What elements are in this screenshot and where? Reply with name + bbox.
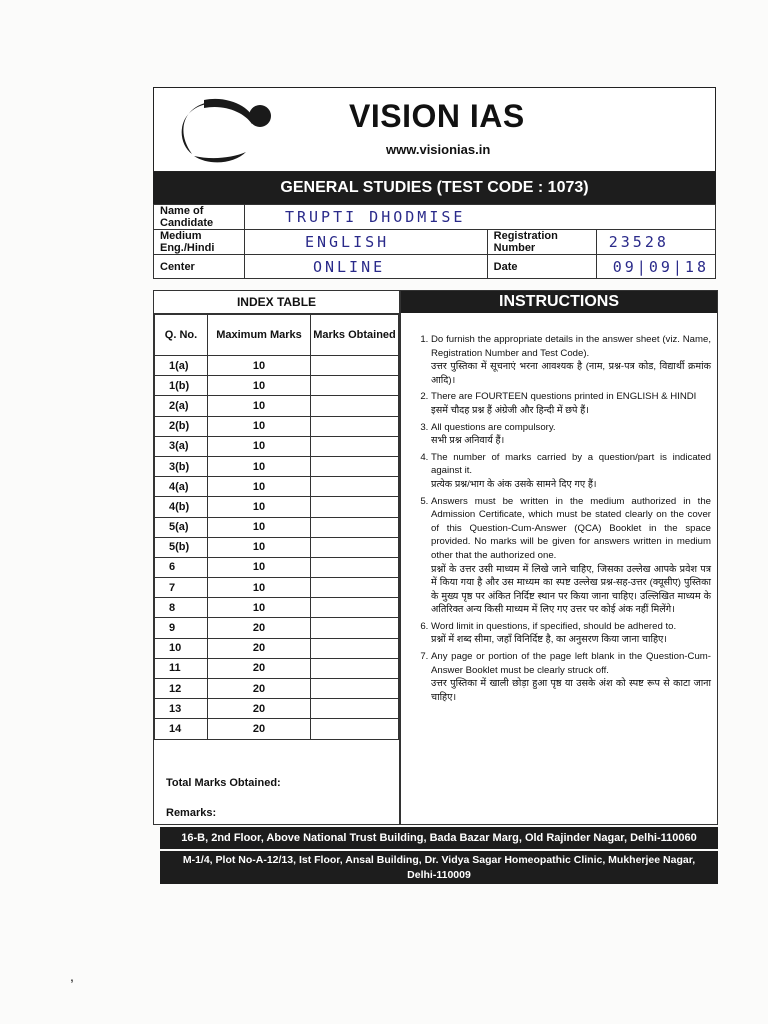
- question-number: 3(a): [155, 436, 208, 456]
- max-marks: 20: [208, 699, 311, 719]
- marks-obtained-cell[interactable]: [311, 376, 399, 396]
- table-row: [155, 557, 399, 577]
- header-block: [153, 87, 716, 172]
- table-row: [155, 679, 399, 699]
- instructions-list: [401, 333, 717, 704]
- index-table-title: INDEX TABLE: [154, 291, 399, 314]
- marks-obtained-cell[interactable]: [311, 456, 399, 476]
- instruction-item: [431, 421, 711, 448]
- website-url: www.visionias.in: [386, 142, 491, 157]
- instruction-hindi: प्रश्नों के उत्तर उसी माध्यम में लिखे जाने चाहिए, जिसका उल्लेख आपके प्रवेश पत्र में किया गया है और उस माध्यम का स्पष्ट उल्लेख प्रश्न-सह-उत्तर (क्यूसीए) पुस्तिका के मुख्य पृष्ठ पर अंकित निर्दिष्ट स्थान पर किया जाना चाहिए। उल्लिखित माध्यम के अतिरिक्त अन्य किसी माध्यम में लिए गए उत्तर पर कोई अंक नहीं मिलेंगे।: [431, 563, 711, 616]
- marks-obtained-cell[interactable]: [311, 396, 399, 416]
- question-number: 12: [155, 679, 208, 699]
- candidate-details-table: [153, 204, 716, 279]
- marks-obtained-cell[interactable]: [311, 679, 399, 699]
- col-header-max: Maximum Marks: [208, 315, 311, 356]
- table-row: [155, 456, 399, 476]
- max-marks: 10: [208, 356, 311, 376]
- marks-table: [154, 314, 399, 740]
- instruction-english: 5. Answers must be written in the medium authorized in the Admission Certificate, which must be stated clearly on the cover of this Question-Cum-Answer (QCA) Booklet in the space provided. No marks will be given for answers written in medium other that the authorized one.: [431, 495, 711, 561]
- instruction-hindi: उत्तर पुस्तिका में सूचनाएं भरना आवश्यक है (नाम, प्रश्न-पत्र कोड, विद्यार्थी क्रमांक आदि)।: [431, 361, 711, 386]
- date-value[interactable]: 09|09|18: [596, 255, 715, 279]
- table-row: [155, 517, 399, 537]
- table-row: [155, 436, 399, 456]
- question-number: 7: [155, 578, 208, 598]
- instruction-hindi: उत्तर पुस्तिका में खाली छोड़ा हुआ पृष्ठ या उसके अंश को स्पष्ट रूप से काटा जाना चाहिए।: [431, 678, 711, 703]
- table-row: [155, 356, 399, 376]
- instruction-hindi: सभी प्रश्न अनिवार्य हैं।: [431, 435, 505, 447]
- brand-title: VISION IAS: [349, 98, 525, 134]
- table-row: [155, 497, 399, 517]
- table-row: [155, 598, 399, 618]
- center-label: Center: [154, 255, 245, 279]
- medium-value[interactable]: ENGLISH: [244, 230, 487, 255]
- table-row: [155, 638, 399, 658]
- name-label: Name of Candidate: [154, 205, 245, 230]
- center-value[interactable]: ONLINE: [244, 255, 487, 279]
- max-marks: 10: [208, 477, 311, 497]
- instruction-item: [431, 620, 711, 647]
- max-marks: 10: [208, 517, 311, 537]
- footer-address-1: 16-B, 2nd Floor, Above National Trust Building, Bada Bazar Marg, Old Rajinder Nagar, Delhi-110060: [160, 827, 718, 849]
- instruction-hindi: प्रश्नों में शब्द सीमा, जहाँ विनिर्दिष्ट है, का अनुसरण किया जाना चाहिए।: [431, 634, 667, 646]
- vision-ias-logo-icon: [164, 94, 274, 169]
- table-row: [155, 618, 399, 638]
- instruction-english: 4. The number of marks carried by a question/part is indicated against it.: [431, 451, 711, 477]
- question-number: 2(b): [155, 416, 208, 436]
- index-table: [153, 290, 400, 825]
- question-number: 3(b): [155, 456, 208, 476]
- marks-obtained-cell[interactable]: [311, 557, 399, 577]
- question-number: 5(a): [155, 517, 208, 537]
- question-number: 14: [155, 719, 208, 739]
- marks-obtained-cell[interactable]: [311, 517, 399, 537]
- instruction-item: [431, 495, 711, 617]
- marks-obtained-cell[interactable]: [311, 537, 399, 557]
- col-header-qno: Q. No.: [155, 315, 208, 356]
- question-number: 1(a): [155, 356, 208, 376]
- instruction-item: [431, 451, 711, 492]
- marks-obtained-cell[interactable]: [311, 658, 399, 678]
- instruction-english: 2. There are FOURTEEN questions printed in ENGLISH & HINDI: [431, 391, 697, 403]
- max-marks: 10: [208, 436, 311, 456]
- instruction-english: 1. Do furnish the appropriate details in the answer sheet (viz. Name, Registration Number and Test Code).: [431, 334, 711, 359]
- marks-obtained-cell[interactable]: [311, 356, 399, 376]
- instruction-hindi: इसमें चौदह प्रश्न हैं अंग्रेजी और हिन्दी में छपे हैं।: [431, 404, 589, 416]
- stray-mark: ,: [70, 968, 74, 984]
- table-row: [155, 477, 399, 497]
- medium-label: Medium Eng./Hindi: [154, 230, 245, 255]
- question-number: 6: [155, 557, 208, 577]
- question-number: 13: [155, 699, 208, 719]
- max-marks: 10: [208, 376, 311, 396]
- table-row: [155, 396, 399, 416]
- max-marks: 10: [208, 557, 311, 577]
- marks-obtained-cell[interactable]: [311, 618, 399, 638]
- max-marks: 20: [208, 618, 311, 638]
- instruction-item: [431, 650, 711, 704]
- max-marks: 10: [208, 598, 311, 618]
- max-marks: 20: [208, 719, 311, 739]
- total-marks-label: Total Marks Obtained:: [166, 777, 281, 789]
- instruction-hindi: प्रत्येक प्रश्न/भाग के अंक उसके सामने दिए गए हैं।: [431, 478, 597, 490]
- instruction-english: 6. Word limit in questions, if specified, should be adhered to.: [431, 620, 677, 632]
- max-marks: 10: [208, 416, 311, 436]
- question-number: 9: [155, 618, 208, 638]
- marks-obtained-cell[interactable]: [311, 497, 399, 517]
- table-row: [155, 719, 399, 739]
- max-marks: 20: [208, 679, 311, 699]
- marks-obtained-cell[interactable]: [311, 598, 399, 618]
- instruction-english: 7. Any page or portion of the page left blank in the Question-Cum-Answer Booklet must be clearly struck off.: [431, 651, 711, 676]
- max-marks: 10: [208, 578, 311, 598]
- col-header-obtained: Marks Obtained: [311, 315, 399, 356]
- registration-label: Registration Number: [487, 230, 596, 255]
- question-number: 1(b): [155, 376, 208, 396]
- question-number: 2(a): [155, 396, 208, 416]
- instruction-item: [431, 390, 711, 417]
- instructions-panel: [400, 290, 718, 825]
- footer-address-2-line1: M-1/4, Plot No-A-12/13, Ist Floor, Ansal Building, Dr. Vidya Sagar Homeopathic Clinic, Mukherjee Nagar,: [182, 854, 696, 866]
- question-number: 4(b): [155, 497, 208, 517]
- question-number: 4(a): [155, 477, 208, 497]
- table-row: [155, 376, 399, 396]
- question-number: 10: [155, 638, 208, 658]
- instruction-item: [431, 333, 711, 387]
- instruction-english: 3. All questions are compulsory.: [431, 421, 556, 433]
- marks-obtained-cell[interactable]: [311, 638, 399, 658]
- registration-value[interactable]: 23528: [596, 230, 715, 255]
- table-row: [155, 699, 399, 719]
- test-title: GENERAL STUDIES (TEST CODE : 1073): [153, 172, 716, 204]
- max-marks: 10: [208, 537, 311, 557]
- marks-obtained-cell[interactable]: [311, 699, 399, 719]
- date-label: Date: [487, 255, 596, 279]
- name-value[interactable]: TRUPTI DHODMISE: [244, 205, 715, 230]
- instructions-title: INSTRUCTIONS: [401, 291, 717, 313]
- question-number: 5(b): [155, 537, 208, 557]
- table-row: [155, 578, 399, 598]
- question-number: 8: [155, 598, 208, 618]
- question-number: 11: [155, 658, 208, 678]
- max-marks: 10: [208, 497, 311, 517]
- table-row: [155, 537, 399, 557]
- marks-obtained-cell[interactable]: [311, 416, 399, 436]
- footer-address-2-line2: Delhi-110009: [407, 869, 471, 881]
- max-marks: 10: [208, 456, 311, 476]
- footer-address-2: [160, 851, 718, 884]
- remarks-label: Remarks:: [166, 807, 217, 819]
- marks-obtained-cell[interactable]: [311, 719, 399, 739]
- max-marks: 20: [208, 658, 311, 678]
- marks-obtained-cell[interactable]: [311, 477, 399, 497]
- marks-obtained-cell[interactable]: [311, 436, 399, 456]
- marks-obtained-cell[interactable]: [311, 578, 399, 598]
- max-marks: 10: [208, 396, 311, 416]
- table-row: [155, 658, 399, 678]
- table-row: [155, 416, 399, 436]
- max-marks: 20: [208, 638, 311, 658]
